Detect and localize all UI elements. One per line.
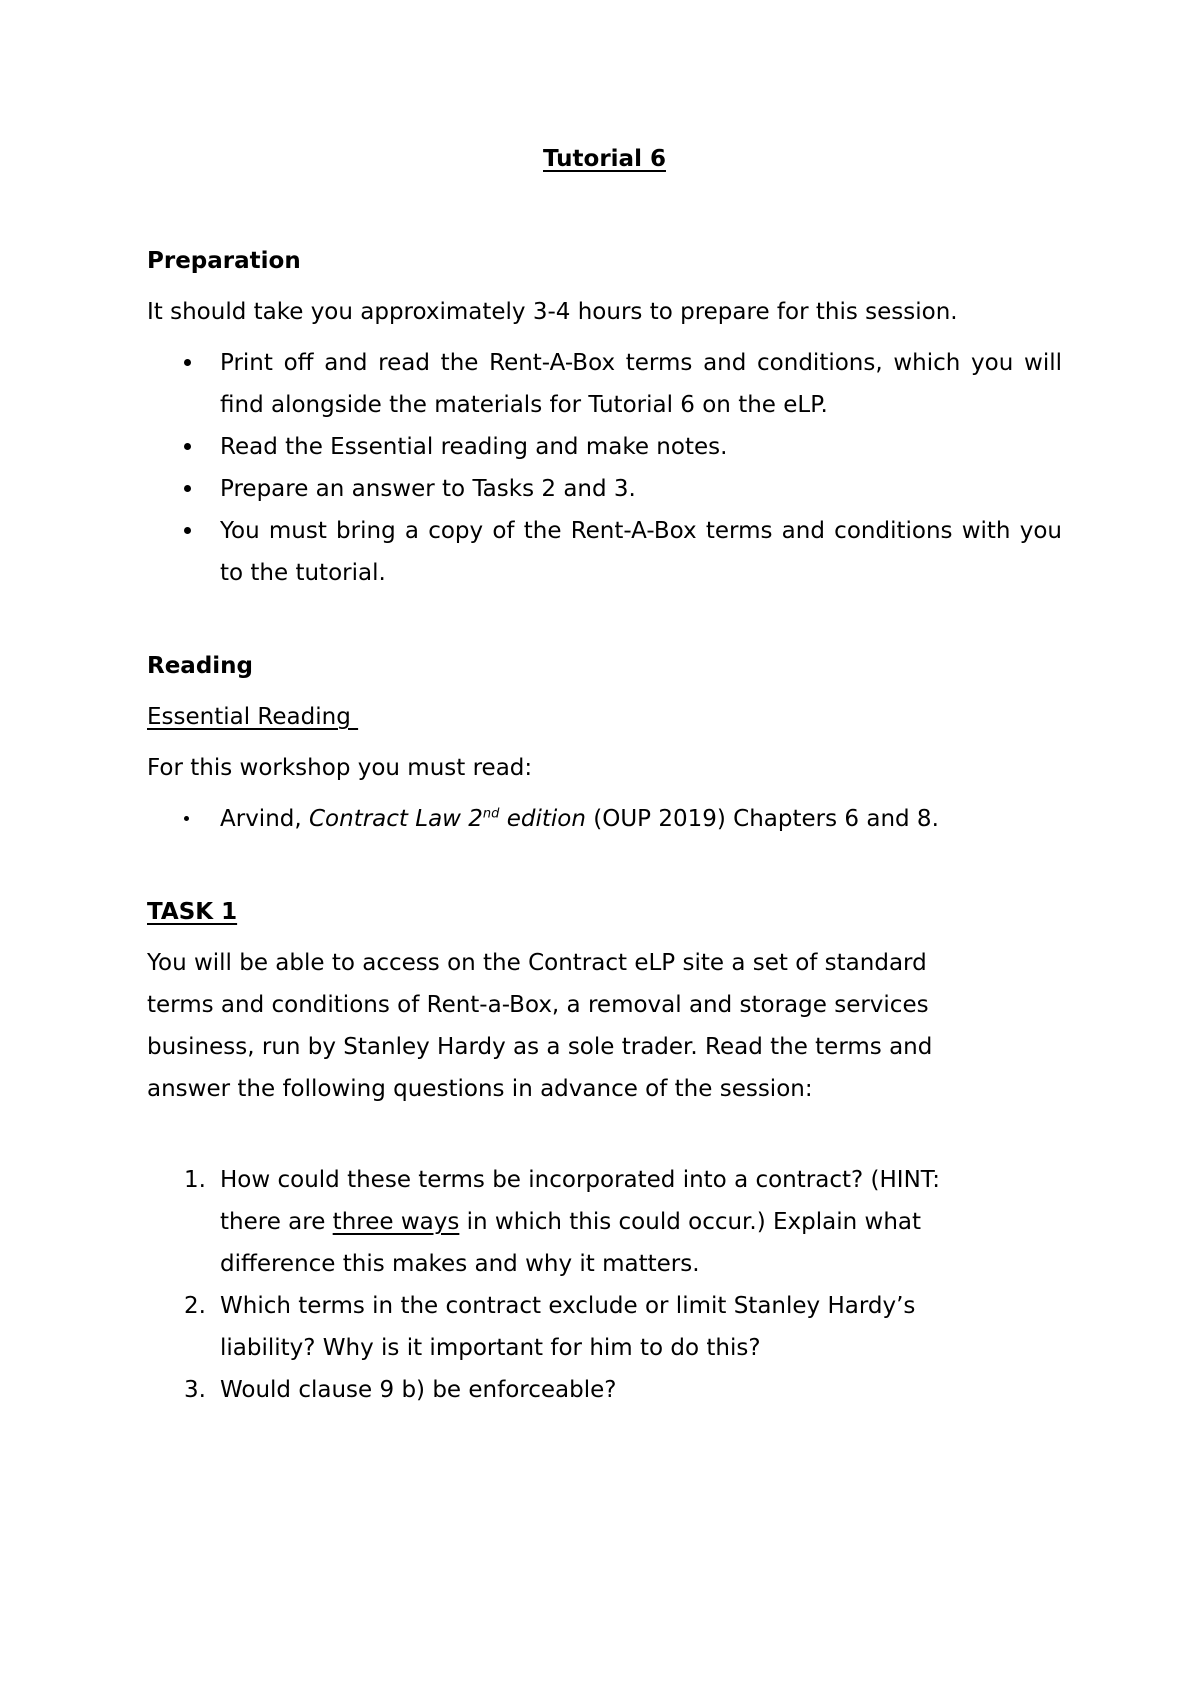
preparation-list	[147, 342, 1062, 594]
reading-author: Arvind,	[220, 806, 309, 832]
question-text-after: in which this could occur.) Explain what difference this makes and why it matters.	[220, 1209, 922, 1277]
bullet-icon	[184, 527, 191, 534]
bullet-icon	[184, 816, 189, 821]
document-title: Tutorial 6	[543, 146, 666, 172]
reading-heading: Reading	[147, 653, 254, 679]
task1-paragraph: You will be able to access on the Contract eLP site a set of standard terms and conditions of Rent-a-Box, a removal and storage services business, run by Stanley Hardy as a sole trader. Read the terms and answer the following questions in advance of the session:	[147, 950, 933, 1102]
list-item-text: Prepare an answer to Tasks 2 and 3.	[220, 476, 636, 502]
list-item	[147, 342, 1062, 426]
reading-intro: For this workshop you must read:	[147, 755, 533, 781]
task1-questions	[147, 1159, 1062, 1411]
question-text: Which terms in the contract exclude or limit Stanley Hardy’s liability? Why is it important for him to do this?	[220, 1293, 916, 1361]
task1-heading: TASK 1	[147, 899, 238, 925]
bullet-icon	[184, 443, 191, 450]
question-text-before: How could these terms be incorporated into a contract? (HINT: there are	[220, 1167, 941, 1235]
list-item	[147, 468, 1062, 510]
reading-list	[147, 798, 1062, 840]
list-item	[147, 510, 1062, 594]
reading-book-title: Contract Law 2	[309, 806, 483, 832]
list-item	[147, 1369, 1062, 1411]
reading-details: (OUP 2019) Chapters 6 and 8.	[585, 806, 939, 832]
bullet-icon	[184, 485, 191, 492]
list-item	[147, 798, 1062, 840]
list-item	[147, 426, 1062, 468]
list-item-text: Print off and read the Rent-A-Box terms and conditions, which you will find alongside the materials for Tutorial 6 on the eLP.	[220, 350, 1062, 418]
question-underlined-text: three ways	[332, 1209, 460, 1235]
preparation-heading: Preparation	[147, 248, 301, 274]
question-text: Would clause 9 b) be enforceable?	[220, 1377, 617, 1403]
reading-superscript: nd	[482, 806, 500, 822]
list-item-text: Read the Essential reading and make notes.	[220, 434, 728, 460]
question-number: 2.	[184, 1293, 206, 1319]
list-item	[147, 1285, 990, 1369]
question-number: 1.	[184, 1167, 206, 1193]
list-item	[147, 1159, 990, 1285]
essential-reading-subheading: Essential Reading	[147, 704, 359, 730]
list-item-text: You must bring a copy of the Rent-A-Box terms and conditions with you to the tutorial.	[220, 518, 1062, 586]
reading-edition: edition	[499, 806, 586, 832]
bullet-icon	[184, 359, 191, 366]
question-number: 3.	[184, 1377, 206, 1403]
preparation-intro: It should take you approximately 3-4 hours to prepare for this session.	[147, 299, 958, 325]
document-page	[147, 138, 1062, 1411]
